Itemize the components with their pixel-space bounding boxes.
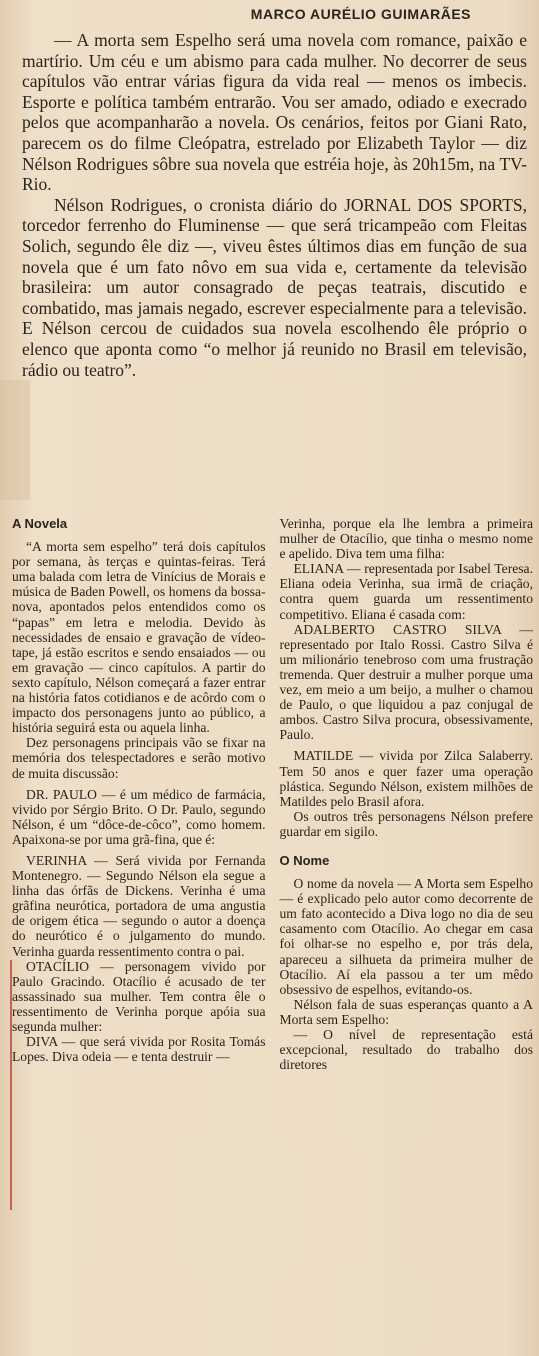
subheading-nome: O Nome [279,852,330,868]
col2-paragraph: Os outros três personagens Nélson prefere guardar em sigilo. [279,808,533,839]
col1-paragraph: DR. PAULO — é um médico de farmácia, vivido por Sérgio Brito. O Dr. Paulo, segundo Nélson, é um “dôce-de-côco”, como homem. Apaixona-se por uma grã-fina, que é: [12,786,266,847]
torn-paper-edge [0,380,30,500]
col2-paragraph: O nome da novela — A Morta sem Espelho — é explicado pelo autor como decorrente de um fato acontecido a Diva logo no dia de seu casamento com Otacílio. Ao chegar em casa foi olhar-se no espelho e, por trás dela, apareceu a silhueta da primeira mulher de Otacílio. Aí ela passou a ter um mêdo obsessivo de espelhos, evitando-os. [279,876,533,997]
col1-paragraph: “A morta sem espelho” terá dois capítulos por semana, às terças e quintas-feiras. Terá uma balada com letra de Vinícius de Morais e música de Baden Powell, os homens da bossa-nova, apontados pelos entendidos como os “papas” em letra e melodia. Devido às necessidades de ensaio e gravação de vídeo-tape, já estão escritos e sendo ensaiados — ou em gravação — cinco capítulos. A partir do sexto capítulo, Nélson começará a fazer entrar na história fatos cotidianos e de acôrdo com o impacto dos personagens junto ao público, a história seguirá esta ou aquela linha. [12,539,266,736]
byline: MARCO AURÉLIO GUIMARÃES [250,6,471,22]
col1-paragraph: DIVA — que será vivida por Rosita Tomás Lopes. Diva odeia — e tenta destruir — [12,1034,266,1065]
col1-paragraph: VERINHA — Será vivida por Fernanda Montenegro. — Segundo Nélson ela segue a linha das órfãs de Dickens. Verinha é uma grãfina neurótica, portadora de uma angustia de origem ética — segundo o autor a doença do neurótico é o julgamento do mundo. Verinha guarda ressentimento contra o pai. [12,852,266,959]
col2-paragraph: — O nível de representação está excepcional, resultado do trabalho dos diretores [279,1027,533,1073]
subheading-novela: A Novela [12,516,68,531]
red-margin-mark [10,960,12,1210]
col2-paragraph: ELIANA — representada por Isabel Teresa. Eliana odeia Verinha, sua irmã de criação, contra quem guarda um ressentimento competitivo. Eliana é casada com: [279,561,533,622]
col1-paragraph: Dez personagens principais vão se fixar na memória dos telespectadores e serão motivo de muita discussão: [12,735,266,781]
col2-paragraph: MATILDE — vivida por Zilca Salaberry. Tem 50 anos e quer fazer uma operação plástica. Segundo Nélson, existem milhões de Matildes pelo Brasil afora. [279,748,533,809]
column-right [280,516,534,1356]
article-columns [12,516,533,1356]
col2-paragraph: Nélson fala de suas esperanças quanto a A Morta sem Espelho: [279,996,533,1027]
col1-paragraph: OTACÍLIO — personagem vivido por Paulo Gracindo. Otacílio é acusado de ter assassinado sua mulher. Tem contra êle o ressentimento de Verinha porque apóia sua segunda mulher: [12,958,266,1034]
intro-paragraph-2: Nélson Rodrigues, o cronista diário do JORNAL DOS SPORTS, torcedor ferrenho do Fluminense — que será tricampeão com Fleitas Solich, segundo êle diz —, viveu êstes últimos dias em função de sua novela que é um fato nôvo em sua vida e, certamente da televisão brasileira: um autor consagrado de peças teatrais, discutido e combatido, mas jamais negado, escrever especialmente para a televisão. E Nélson cercou de cuidados sua novela escolhendo êle próprio o elenco que aponta como “o melhor já reunido no Brasil em televisão, rádio ou teatro”. [22,194,527,380]
col2-paragraph: ADALBERTO CASTRO SILVA — representado por Italo Rossi. Castro Silva é um milionário tenebroso com uma frustração tremenda. Quer destruir a mulher porque uma vez, em meio a um beijo, a mulher o chamou de Paulo, o que liquidou a paz conjugal de ambos. Castro Silva procura, obsessivamente, Paulo. [279,621,533,743]
intro-paragraph-1: — A morta sem Espelho será uma novela com romance, paixão e martírio. Um céu e um abismo para cada mulher. No decorrer de seus capítulos vão entrar várias figura da vida real — menos os imbecis. Esporte e política também entrarão. Vou ser amado, odiado e execrado pelos que acompanharão a novela. Os cenários, feitos por Giani Rato, parecem os do filme Cleópatra, estrelado por Elizabeth Taylor — diz Nélson Rodrigues sôbre sua novela que estréia hoje, às 20h15m, na TV-Rio. [22,30,527,195]
col2-paragraph: Verinha, porque ela lhe lembra a primeira mulher de Otacílio, que tinha o mesmo nome e apelido. Diva tem uma filha: [279,516,533,562]
intro [22,30,527,380]
column-left [12,516,266,1356]
